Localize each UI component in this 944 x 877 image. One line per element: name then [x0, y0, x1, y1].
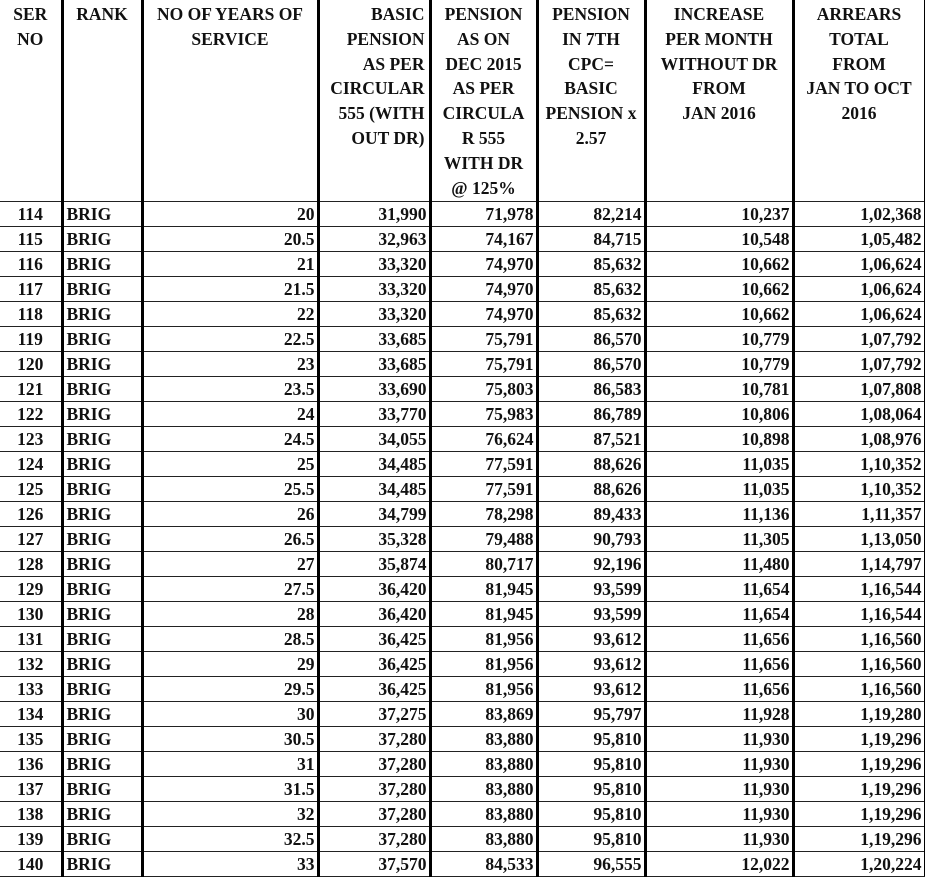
header-line: SERVICE — [191, 28, 269, 49]
pension-7th-cpc-cell: 88,626 — [537, 452, 645, 477]
basic-pension-cell: 33,690 — [318, 377, 430, 402]
years-cell: 33 — [142, 852, 318, 877]
basic-pension-cell: 34,485 — [318, 477, 430, 502]
table-row — [0, 852, 924, 877]
basic-pension-cell: 37,280 — [318, 727, 430, 752]
pension-7th-cpc-cell: 84,715 — [537, 227, 645, 252]
column-header-rank — [62, 0, 142, 202]
pension-7th-cpc-cell: 90,793 — [537, 527, 645, 552]
header-line: PENSION — [444, 4, 523, 24]
pension-7th-cpc-cell: 88,626 — [537, 477, 645, 502]
basic-pension-cell: 33,320 — [318, 302, 430, 327]
table-body — [0, 202, 924, 877]
ser-no-cell: 115 — [0, 227, 62, 252]
years-cell: 25.5 — [142, 477, 318, 502]
table-row — [0, 477, 924, 502]
pension-dec-2015-cell: 76,624 — [430, 427, 537, 452]
header-line: ARREARS — [816, 4, 902, 24]
ser-no-cell: 134 — [0, 702, 62, 727]
pension-dec-2015-cell: 74,970 — [430, 302, 537, 327]
rank-cell: BRIG — [62, 702, 142, 727]
increase-per-month-cell: 10,806 — [645, 402, 793, 427]
basic-pension-cell: 33,770 — [318, 402, 430, 427]
rank-cell: BRIG — [62, 652, 142, 677]
arrears-total-cell: 1,07,792 — [793, 327, 924, 352]
pension-dec-2015-cell: 81,956 — [430, 627, 537, 652]
column-header-increase-per-month — [645, 0, 793, 202]
arrears-total-cell: 1,19,296 — [793, 727, 924, 752]
increase-per-month-cell: 10,662 — [645, 277, 793, 302]
pension-dec-2015-cell: 83,869 — [430, 702, 537, 727]
pension-dec-2015-cell: 77,591 — [430, 452, 537, 477]
years-cell: 31.5 — [142, 777, 318, 802]
basic-pension-cell: 35,874 — [318, 552, 430, 577]
header-line: 2.57 — [575, 127, 607, 148]
increase-per-month-cell: 11,656 — [645, 627, 793, 652]
basic-pension-cell: 37,280 — [318, 802, 430, 827]
rank-cell: BRIG — [62, 452, 142, 477]
increase-per-month-cell: 11,930 — [645, 727, 793, 752]
years-cell: 20 — [142, 202, 318, 227]
pension-7th-cpc-cell: 85,632 — [537, 302, 645, 327]
pension-7th-cpc-cell: 92,196 — [537, 552, 645, 577]
header-line: AS PER — [362, 53, 425, 74]
arrears-total-cell: 1,19,296 — [793, 752, 924, 777]
arrears-total-cell: 1,16,560 — [793, 627, 924, 652]
basic-pension-cell: 36,425 — [318, 677, 430, 702]
rank-cell: BRIG — [62, 527, 142, 552]
table-row — [0, 327, 924, 352]
rank-cell: BRIG — [62, 677, 142, 702]
pension-dec-2015-cell: 74,970 — [430, 277, 537, 302]
rank-cell: BRIG — [62, 627, 142, 652]
basic-pension-cell: 35,328 — [318, 527, 430, 552]
pension-dec-2015-cell: 83,880 — [430, 727, 537, 752]
ser-no-cell: 126 — [0, 502, 62, 527]
table-row — [0, 302, 924, 327]
increase-per-month-cell: 11,930 — [645, 827, 793, 852]
ser-no-cell: 125 — [0, 477, 62, 502]
increase-per-month-cell: 10,548 — [645, 227, 793, 252]
rank-cell: BRIG — [62, 852, 142, 877]
years-cell: 22 — [142, 302, 318, 327]
ser-no-cell: 133 — [0, 677, 62, 702]
arrears-total-cell: 1,11,357 — [793, 502, 924, 527]
pension-dec-2015-cell: 81,945 — [430, 602, 537, 627]
table-row — [0, 402, 924, 427]
pension-7th-cpc-cell: 96,555 — [537, 852, 645, 877]
pension-7th-cpc-cell: 93,599 — [537, 602, 645, 627]
column-header-pension-7th-cpc — [537, 0, 645, 202]
ser-no-cell: 121 — [0, 377, 62, 402]
pension-7th-cpc-cell: 87,521 — [537, 427, 645, 452]
header-line: FROM — [832, 53, 886, 74]
header-line: DEC 2015 — [445, 53, 522, 74]
years-cell: 29.5 — [142, 677, 318, 702]
header-line: PENSION — [346, 28, 425, 49]
arrears-total-cell: 1,06,624 — [793, 277, 924, 302]
header-line: IN 7TH — [562, 28, 620, 49]
rank-cell: BRIG — [62, 402, 142, 427]
column-header-years-of-service — [142, 0, 318, 202]
arrears-total-cell: 1,05,482 — [793, 227, 924, 252]
rank-cell: BRIG — [62, 577, 142, 602]
increase-per-month-cell: 12,022 — [645, 852, 793, 877]
rank-cell: BRIG — [62, 352, 142, 377]
ser-no-cell: 127 — [0, 527, 62, 552]
ser-no-cell: 139 — [0, 827, 62, 852]
basic-pension-cell: 37,280 — [318, 827, 430, 852]
header-line: AS PER — [452, 78, 515, 99]
basic-pension-cell: 32,963 — [318, 227, 430, 252]
years-cell: 24 — [142, 402, 318, 427]
pension-dec-2015-cell: 75,791 — [430, 327, 537, 352]
increase-per-month-cell: 11,654 — [645, 577, 793, 602]
pension-dec-2015-cell: 79,488 — [430, 527, 537, 552]
header-line: WITHOUT DR — [660, 53, 778, 74]
table-row — [0, 702, 924, 727]
increase-per-month-cell: 11,656 — [645, 652, 793, 677]
header-line: JAN TO OCT — [806, 78, 912, 99]
pension-7th-cpc-cell: 86,583 — [537, 377, 645, 402]
table-row — [0, 227, 924, 252]
pension-dec-2015-cell: 71,978 — [430, 202, 537, 227]
arrears-total-cell: 1,08,976 — [793, 427, 924, 452]
table-row — [0, 627, 924, 652]
rank-cell: BRIG — [62, 552, 142, 577]
pension-7th-cpc-cell: 85,632 — [537, 277, 645, 302]
rank-cell: BRIG — [62, 502, 142, 527]
pension-7th-cpc-cell: 95,810 — [537, 777, 645, 802]
pension-dec-2015-cell: 78,298 — [430, 502, 537, 527]
table-row — [0, 802, 924, 827]
ser-no-cell: 138 — [0, 802, 62, 827]
rank-cell: BRIG — [62, 827, 142, 852]
rank-cell: BRIG — [62, 377, 142, 402]
pension-7th-cpc-cell: 89,433 — [537, 502, 645, 527]
pension-dec-2015-cell: 83,880 — [430, 802, 537, 827]
arrears-total-cell: 1,06,624 — [793, 302, 924, 327]
ser-no-cell: 124 — [0, 452, 62, 477]
header-line: R 555 — [461, 127, 506, 148]
table-row — [0, 202, 924, 227]
column-header-pension-dec-2015 — [430, 0, 537, 202]
pension-7th-cpc-cell: 95,810 — [537, 827, 645, 852]
table-row — [0, 727, 924, 752]
header-line: PENSION — [552, 4, 630, 24]
arrears-total-cell: 1,20,224 — [793, 852, 924, 877]
ser-no-cell: 118 — [0, 302, 62, 327]
table-row — [0, 277, 924, 302]
increase-per-month-cell: 11,480 — [645, 552, 793, 577]
header-line: 2016 — [841, 103, 877, 124]
rank-cell: BRIG — [62, 252, 142, 277]
pension-7th-cpc-cell: 95,797 — [537, 702, 645, 727]
increase-per-month-cell: 11,930 — [645, 777, 793, 802]
ser-no-cell: 136 — [0, 752, 62, 777]
pension-dec-2015-cell: 81,945 — [430, 577, 537, 602]
header-line: BASIC — [371, 4, 425, 24]
ser-no-cell: 132 — [0, 652, 62, 677]
table-row — [0, 452, 924, 477]
header-line: FROM — [692, 78, 746, 99]
pension-7th-cpc-cell: 95,810 — [537, 802, 645, 827]
pension-7th-cpc-cell: 93,612 — [537, 627, 645, 652]
table-row — [0, 752, 924, 777]
table-row — [0, 777, 924, 802]
table-row — [0, 352, 924, 377]
rank-cell: BRIG — [62, 602, 142, 627]
arrears-total-cell: 1,16,544 — [793, 577, 924, 602]
basic-pension-cell: 36,420 — [318, 577, 430, 602]
increase-per-month-cell: 11,928 — [645, 702, 793, 727]
rank-cell: BRIG — [62, 477, 142, 502]
basic-pension-cell: 34,055 — [318, 427, 430, 452]
increase-per-month-cell: 11,035 — [645, 452, 793, 477]
pension-dec-2015-cell: 77,591 — [430, 477, 537, 502]
ser-no-cell: 116 — [0, 252, 62, 277]
basic-pension-cell: 37,275 — [318, 702, 430, 727]
arrears-total-cell: 1,16,544 — [793, 602, 924, 627]
increase-per-month-cell: 11,035 — [645, 477, 793, 502]
arrears-total-cell: 1,07,792 — [793, 352, 924, 377]
years-cell: 26.5 — [142, 527, 318, 552]
increase-per-month-cell: 11,654 — [645, 602, 793, 627]
pension-dec-2015-cell: 83,880 — [430, 827, 537, 852]
years-cell: 21 — [142, 252, 318, 277]
years-cell: 31 — [142, 752, 318, 777]
increase-per-month-cell: 10,898 — [645, 427, 793, 452]
pension-7th-cpc-cell: 82,214 — [537, 202, 645, 227]
rank-cell: BRIG — [62, 777, 142, 802]
ser-no-cell: 123 — [0, 427, 62, 452]
rank-cell: BRIG — [62, 752, 142, 777]
arrears-total-cell: 1,16,560 — [793, 652, 924, 677]
table-row — [0, 527, 924, 552]
pension-dec-2015-cell: 80,717 — [430, 552, 537, 577]
header-line: PER MONTH — [665, 28, 773, 49]
ser-no-cell: 135 — [0, 727, 62, 752]
arrears-total-cell: 1,13,050 — [793, 527, 924, 552]
basic-pension-cell: 37,280 — [318, 752, 430, 777]
increase-per-month-cell: 10,662 — [645, 252, 793, 277]
arrears-total-cell: 1,14,797 — [793, 552, 924, 577]
header-line: SER — [13, 4, 48, 24]
basic-pension-cell: 37,570 — [318, 852, 430, 877]
years-cell: 29 — [142, 652, 318, 677]
arrears-total-cell: 1,16,560 — [793, 677, 924, 702]
years-cell: 22.5 — [142, 327, 318, 352]
ser-no-cell: 137 — [0, 777, 62, 802]
increase-per-month-cell: 11,136 — [645, 502, 793, 527]
header-line: TOTAL — [829, 28, 889, 49]
years-cell: 27 — [142, 552, 318, 577]
pension-dec-2015-cell: 83,880 — [430, 752, 537, 777]
years-cell: 23 — [142, 352, 318, 377]
basic-pension-cell: 33,320 — [318, 252, 430, 277]
header-line: CPC= — [568, 53, 614, 74]
rank-cell: BRIG — [62, 227, 142, 252]
increase-per-month-cell: 11,305 — [645, 527, 793, 552]
arrears-total-cell: 1,10,352 — [793, 452, 924, 477]
header-line: CIRCULA — [442, 103, 525, 124]
arrears-total-cell: 1,19,296 — [793, 802, 924, 827]
header-line: INCREASE — [673, 4, 765, 24]
pension-7th-cpc-cell: 85,632 — [537, 252, 645, 277]
ser-no-cell: 114 — [0, 202, 62, 227]
years-cell: 26 — [142, 502, 318, 527]
pension-dec-2015-cell: 81,956 — [430, 677, 537, 702]
ser-no-cell: 119 — [0, 327, 62, 352]
increase-per-month-cell: 11,930 — [645, 752, 793, 777]
years-cell: 23.5 — [142, 377, 318, 402]
header-line: OUT DR) — [351, 127, 425, 148]
basic-pension-cell: 37,280 — [318, 777, 430, 802]
header-line: @ 125% — [451, 177, 516, 198]
increase-per-month-cell: 11,656 — [645, 677, 793, 702]
rank-cell: BRIG — [62, 277, 142, 302]
header-line: RANK — [76, 4, 128, 24]
arrears-total-cell: 1,07,808 — [793, 377, 924, 402]
ser-no-cell: 140 — [0, 852, 62, 877]
arrears-total-cell: 1,19,280 — [793, 702, 924, 727]
header-line: CIRCULAR — [330, 78, 425, 99]
pension-7th-cpc-cell: 86,570 — [537, 327, 645, 352]
table-row — [0, 427, 924, 452]
header-line: AS ON — [457, 28, 510, 49]
increase-per-month-cell: 11,930 — [645, 802, 793, 827]
increase-per-month-cell: 10,781 — [645, 377, 793, 402]
arrears-total-cell: 1,10,352 — [793, 477, 924, 502]
column-header-ser-no — [0, 0, 62, 202]
table-row — [0, 602, 924, 627]
pension-dec-2015-cell: 75,983 — [430, 402, 537, 427]
pension-dec-2015-cell: 81,956 — [430, 652, 537, 677]
header-line: NO — [17, 28, 44, 49]
pension-dec-2015-cell: 75,791 — [430, 352, 537, 377]
rank-cell: BRIG — [62, 327, 142, 352]
header-line: NO OF YEARS OF — [157, 4, 303, 24]
pension-7th-cpc-cell: 95,810 — [537, 752, 645, 777]
basic-pension-cell: 36,420 — [318, 602, 430, 627]
column-header-arrears-total — [793, 0, 924, 202]
ser-no-cell: 130 — [0, 602, 62, 627]
rank-cell: BRIG — [62, 302, 142, 327]
years-cell: 25 — [142, 452, 318, 477]
ser-no-cell: 129 — [0, 577, 62, 602]
arrears-total-cell: 1,02,368 — [793, 202, 924, 227]
ser-no-cell: 131 — [0, 627, 62, 652]
years-cell: 28 — [142, 602, 318, 627]
table-row — [0, 552, 924, 577]
pension-dec-2015-cell: 75,803 — [430, 377, 537, 402]
pension-7th-cpc-cell: 95,810 — [537, 727, 645, 752]
pension-dec-2015-cell: 74,167 — [430, 227, 537, 252]
basic-pension-cell: 36,425 — [318, 652, 430, 677]
years-cell: 32 — [142, 802, 318, 827]
basic-pension-cell: 36,425 — [318, 627, 430, 652]
increase-per-month-cell: 10,662 — [645, 302, 793, 327]
arrears-total-cell: 1,06,624 — [793, 252, 924, 277]
basic-pension-cell: 33,685 — [318, 352, 430, 377]
ser-no-cell: 117 — [0, 277, 62, 302]
column-header-basic-pension — [318, 0, 430, 202]
years-cell: 30 — [142, 702, 318, 727]
ser-no-cell: 122 — [0, 402, 62, 427]
rank-cell: BRIG — [62, 202, 142, 227]
pension-7th-cpc-cell: 93,612 — [537, 677, 645, 702]
pension-dec-2015-cell: 84,533 — [430, 852, 537, 877]
header-line: 555 (WITH — [338, 103, 425, 124]
table-row — [0, 652, 924, 677]
years-cell: 21.5 — [142, 277, 318, 302]
increase-per-month-cell: 10,237 — [645, 202, 793, 227]
basic-pension-cell: 34,485 — [318, 452, 430, 477]
basic-pension-cell: 34,799 — [318, 502, 430, 527]
header-row — [0, 0, 924, 202]
pension-7th-cpc-cell: 86,570 — [537, 352, 645, 377]
ser-no-cell: 128 — [0, 552, 62, 577]
pension-7th-cpc-cell: 93,599 — [537, 577, 645, 602]
table-row — [0, 377, 924, 402]
table-row — [0, 252, 924, 277]
rank-cell: BRIG — [62, 427, 142, 452]
basic-pension-cell: 33,320 — [318, 277, 430, 302]
years-cell: 28.5 — [142, 627, 318, 652]
pension-7th-cpc-cell: 86,789 — [537, 402, 645, 427]
table-header — [0, 0, 924, 202]
header-line: WITH DR — [443, 152, 524, 173]
header-line: BASIC — [564, 78, 618, 99]
years-cell: 24.5 — [142, 427, 318, 452]
arrears-total-cell: 1,19,296 — [793, 827, 924, 852]
table-row — [0, 677, 924, 702]
table-row — [0, 502, 924, 527]
arrears-total-cell: 1,19,296 — [793, 777, 924, 802]
basic-pension-cell: 33,685 — [318, 327, 430, 352]
pension-7th-cpc-cell: 93,612 — [537, 652, 645, 677]
arrears-total-cell: 1,08,064 — [793, 402, 924, 427]
basic-pension-cell: 31,990 — [318, 202, 430, 227]
header-line: JAN 2016 — [682, 103, 756, 124]
years-cell: 30.5 — [142, 727, 318, 752]
years-cell: 20.5 — [142, 227, 318, 252]
pension-dec-2015-cell: 83,880 — [430, 777, 537, 802]
years-cell: 27.5 — [142, 577, 318, 602]
table-row — [0, 577, 924, 602]
table-row — [0, 827, 924, 852]
rank-cell: BRIG — [62, 727, 142, 752]
rank-cell: BRIG — [62, 802, 142, 827]
years-cell: 32.5 — [142, 827, 318, 852]
ser-no-cell: 120 — [0, 352, 62, 377]
increase-per-month-cell: 10,779 — [645, 327, 793, 352]
header-line: PENSION x — [545, 103, 637, 124]
pension-dec-2015-cell: 74,970 — [430, 252, 537, 277]
increase-per-month-cell: 10,779 — [645, 352, 793, 377]
